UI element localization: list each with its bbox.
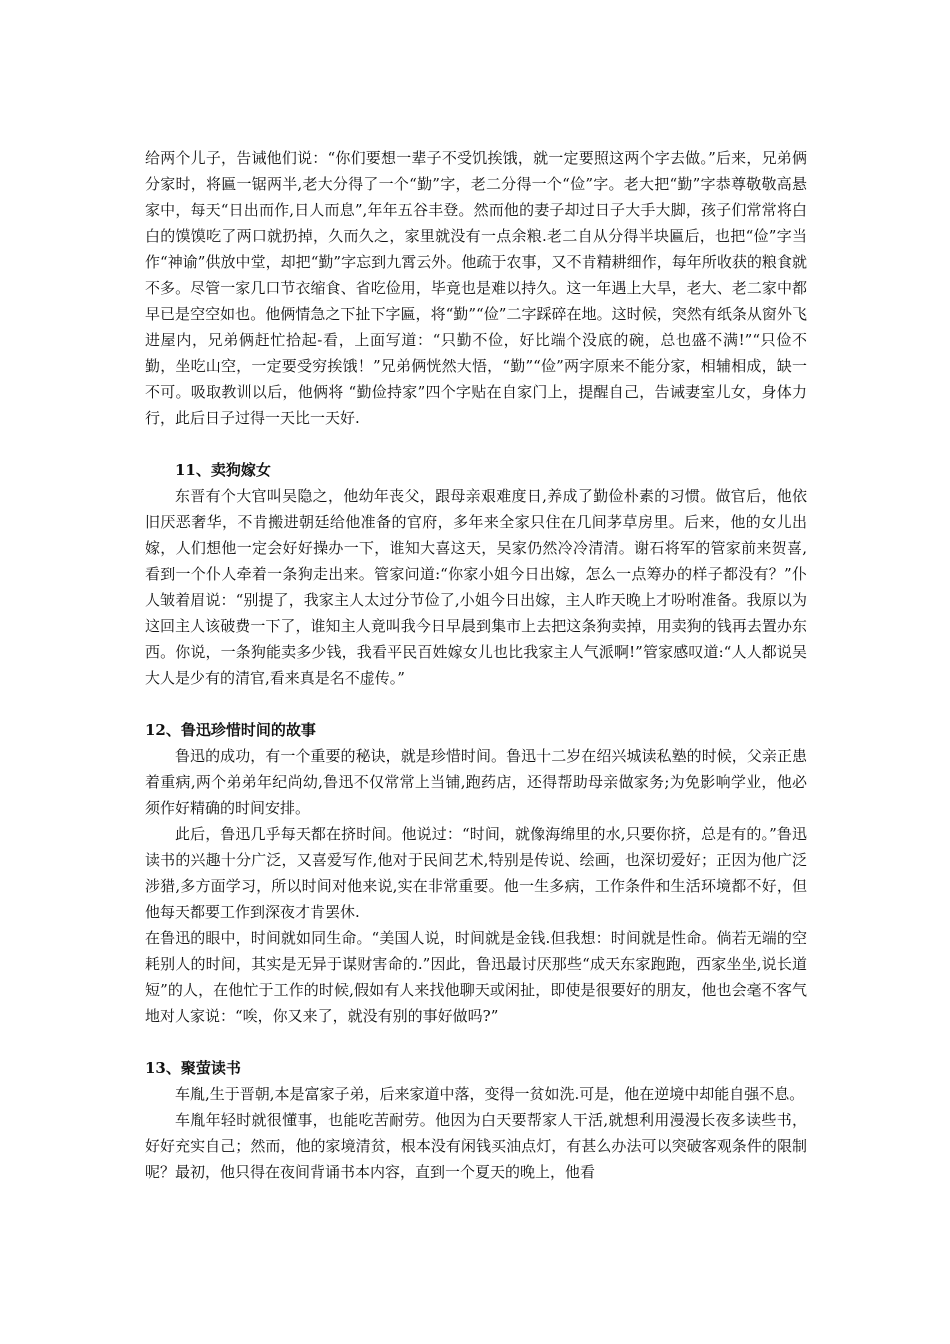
section-13-paragraph-1: 车胤,生于晋朝,本是富家子弟，后来家道中落，变得一贫如洗.可是，他在逆境中却能自强不息。 (175, 1085, 805, 1103)
section-12-paragraph-2: 此后，鲁迅几乎每天都在挤时间。他说过：“时间，就像海绵里的水,只要你挤，总是有的。”鲁迅读书的兴趣十分广泛，又喜爱写作,他对于民间艺术,特别是传说、绘画，也深切爱好；正因为他广泛涉猎,多方面学习，所以时间对他来说,实在非常重要。他一生多病，工作条件和生活环境都不好，但他每天都要工作到深夜才肯罢休. (145, 825, 807, 921)
section-13-paragraph-2: 车胤年轻时就很懂事，也能吃苦耐劳。他因为白天要帮家人干活,就想利用漫漫长夜多读些书，好好充实自己；然而，他的家境清贫，根本没有闲钱买油点灯，有甚么办法可以突破客观条件的限制呢？最初，他只得在夜间背诵书本内容，直到一个夏天的晚上，他看 (145, 1111, 807, 1181)
section-13-title: 13、聚萤读书 (145, 1059, 241, 1077)
section-12-title: 12、鲁迅珍惜时间的故事 (145, 721, 316, 739)
section-12-paragraph-1: 鲁迅的成功，有一个重要的秘诀，就是珍惜时间。鲁迅十二岁在绍兴城读私塾的时候，父亲正患着重病,两个弟弟年纪尚幼,鲁迅不仅常常上当铺,跑药店，还得帮助母亲做家务;为免影响学业，他必须作好精确的时间安排。 (145, 747, 807, 817)
spacer (145, 1029, 807, 1055)
spacer (145, 431, 807, 457)
section-12-paragraph-3: 在鲁迅的眼中，时间就如同生命。“美国人说，时间就是金钱.但我想：时间就是性命。倘若无端的空耗别人的时间，其实是无异于谋财害命的.”因此，鲁迅最讨厌那些“成天东家跑跑，西家坐坐,说长道短”的人，在他忙于工作的时候,假如有人来找他聊天或闲扯，即使是很要好的朋友，他也会毫不客气地对人家说：“唉，你又来了，就没有别的事好做吗?” (145, 929, 807, 1025)
document-page (145, 145, 807, 1185)
spacer (145, 691, 807, 717)
section-10-paragraph: 给两个儿子，告诫他们说：“你们要想一辈子不受饥挨饿，就一定要照这两个字去做。”后来，兄弟俩分家时，将匾一锯两半,老大分得了一个“勤”字，老二分得一个“俭”字。老大把“勤”字恭尊敬敬高悬家中，每天“日出而作,日人而息”,年年五谷丰登。然而他的妻子却过日子大手大脚，孩子们常常将白白的馍馍吃了两口就扔掉，久而久之，家里就没有一点余粮.老二自从分得半块匾后，也把“俭”字当作“神谕”供放中堂，却把“勤”字忘到九霄云外。他疏于农事，又不肯精耕细作，每年所收获的粮食就不多。尽管一家几口节衣缩食、省吃俭用，毕竟也是难以持久。这一年遇上大旱，老大、老二家中都早已是空空如也。他俩情急之下扯下字匾，将“勤”“俭”二字踩碎在地。这时候，突然有纸条从窗外飞进屋内，兄弟俩赶忙拾起-看，上面写道：“只勤不俭，好比端个没底的碗，总也盛不满!”“只俭不勤，坐吃山空，一定要受穷挨饿！”兄弟俩恍然大悟，“勤”“俭”两字原来不能分家，相辅相成，缺一不可。吸取教训以后，他俩将 “勤俭持家”四个字贴在自家门上，提醒自己，告诫妻室儿女，身体力行，此后日子过得一天比一天好. (145, 149, 807, 427)
section-11-title: 11、卖狗嫁女 (175, 461, 271, 479)
section-11-paragraph: 东晋有个大官叫吴隐之，他幼年丧父，跟母亲艰难度日,养成了勤俭朴素的习惯。做官后，他依旧厌恶奢华，不肯搬进朝廷给他准备的官府，多年来全家只住在几间茅草房里。后来，他的女儿出嫁，人们想他一定会好好操办一下，谁知大喜这天，吴家仍然冷冷清清。谢石将军的管家前来贺喜,看到一个仆人牵着一条狗走出来。管家问道:“你家小姐今日出嫁，怎么一点筹办的样子都没有？”仆人皱着眉说：“别提了，我家主人太过分节俭了,小姐今日出嫁，主人昨天晚上才吩咐准备。我原以为这回主人该破费一下了，谁知主人竟叫我今日早晨到集市上去把这条狗卖掉，用卖狗的钱再去置办东西。你说，一条狗能卖多少钱，我看平民百姓嫁女儿也比我家主人气派啊!”管家感叹道:“人人都说吴大人是少有的清官,看来真是名不虚传。” (145, 487, 807, 687)
